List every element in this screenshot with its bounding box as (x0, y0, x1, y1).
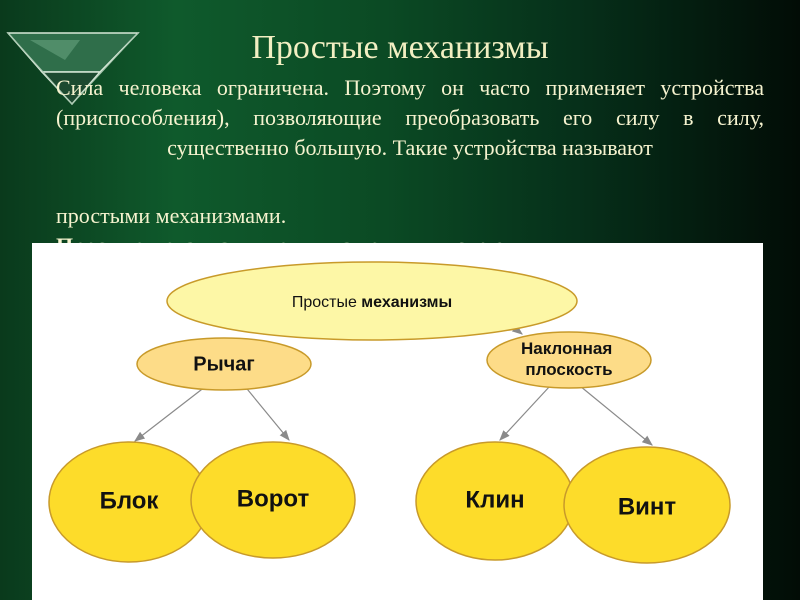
incline-node-label: Наклонная плоскость (520, 339, 613, 380)
diagram-panel (32, 243, 763, 600)
arrow-lever-to-winch (243, 384, 289, 440)
pulley-node-label: Блок (99, 487, 159, 515)
conclusion-line: простыми механизмами. (56, 203, 287, 228)
partially-hidden-line (56, 231, 764, 243)
winch-node-label: Ворот (236, 485, 310, 513)
arrow-lever-to-pulley (135, 383, 210, 441)
lever-node-label: Рычаг (193, 353, 255, 376)
slide-title: Простые механизмы (251, 29, 549, 66)
screw-node-label: Винт (617, 493, 677, 521)
root-node-label: Простые механизмы (291, 294, 453, 312)
wedge-node-label: Клин (465, 486, 525, 514)
arrow-incline-to-screw (580, 386, 652, 445)
arrow-incline-to-wedge (500, 386, 550, 440)
intro-paragraph: Сила человека ограничена. Поэтому он часто применяет устройства (приспособления), позволяющие преобразовать его силу в силу, существенно большую. Такие устройства называют (56, 75, 764, 160)
mechanisms-diagram (32, 243, 763, 600)
